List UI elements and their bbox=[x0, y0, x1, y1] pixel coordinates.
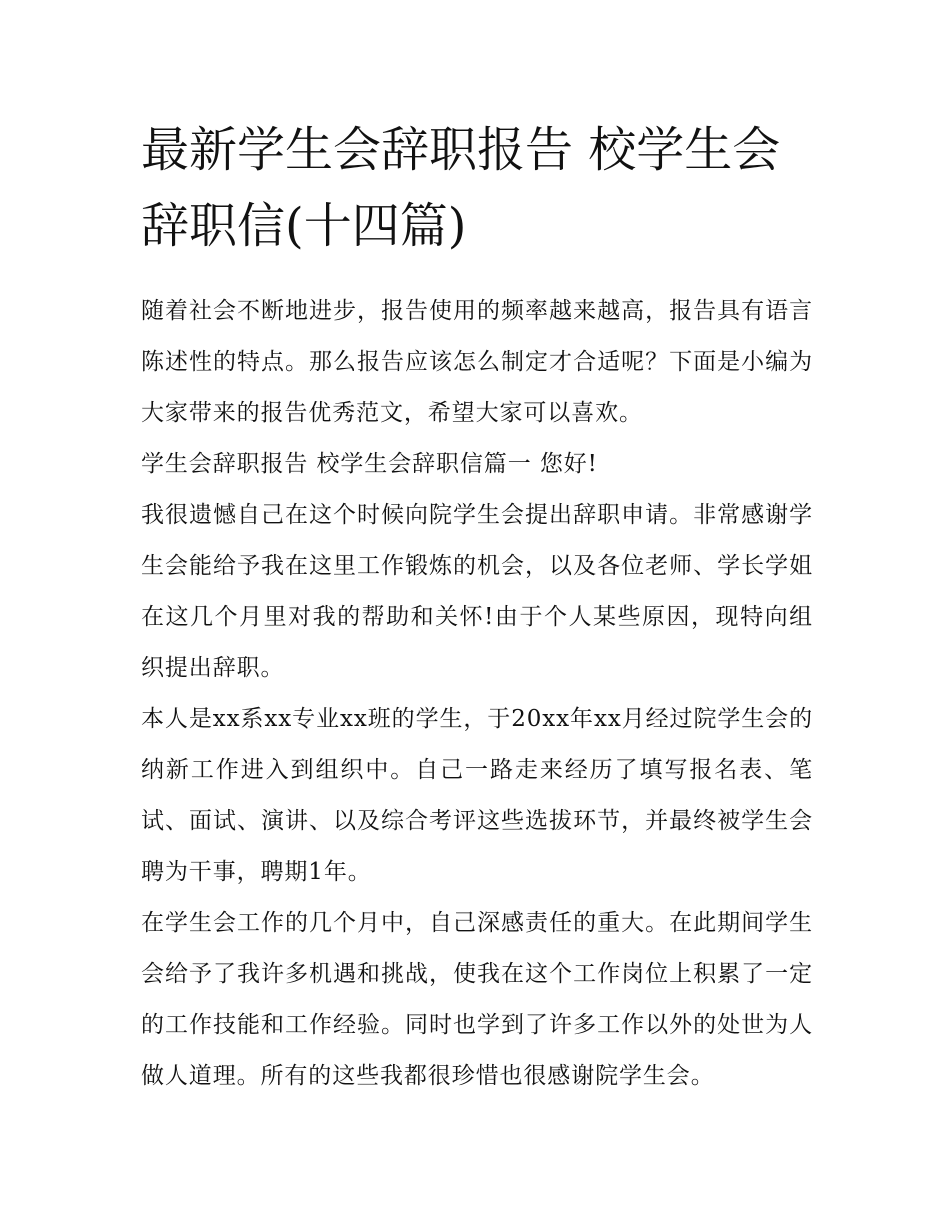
paragraph-background: 本人是xx系xx专业xx班的学生，于20xx年xx月经过院学生会的纳新工作进入到组织中。自己一路走来经历了填写报名表、笔试、面试、演讲、以及综合考评这些选拔环节，并最终被学生会聘为干事，聘期1年。 bbox=[141, 706, 813, 885]
paragraph-experience: 在学生会工作的几个月中，自己深感责任的重大。在此期间学生会给予了我许多机遇和挑战，使我在这个工作岗位上积累了一定的工作技能和工作经验。同时也学到了许多工作以外的处世为人做人道理。所有的这些我都很珍惜也很感谢院学生会。 bbox=[141, 910, 813, 1089]
paragraph-resignation: 我很遗憾自己在这个时候向院学生会提出辞职申请。非常感谢学生会能给予我在这里工作锻炼的机会，以及各位老师、学长学姐在这几个月里对我的帮助和关怀!由于个人某些原因，现特向组织提出辞职。 bbox=[141, 502, 813, 681]
paragraph-heading: 学生会辞职报告 校学生会辞职信篇一 您好! bbox=[141, 451, 598, 477]
document-body bbox=[141, 286, 813, 1102]
document-content bbox=[141, 112, 813, 1102]
document-title: 最新学生会辞职报告 校学生会辞职信(十四篇) bbox=[141, 122, 781, 254]
paragraph-intro: 随着社会不断地进步，报告使用的频率越来越高，报告具有语言陈述性的特点。那么报告应该怎么制定才合适呢？下面是小编为大家带来的报告优秀范文，希望大家可以喜欢。 bbox=[141, 298, 813, 426]
